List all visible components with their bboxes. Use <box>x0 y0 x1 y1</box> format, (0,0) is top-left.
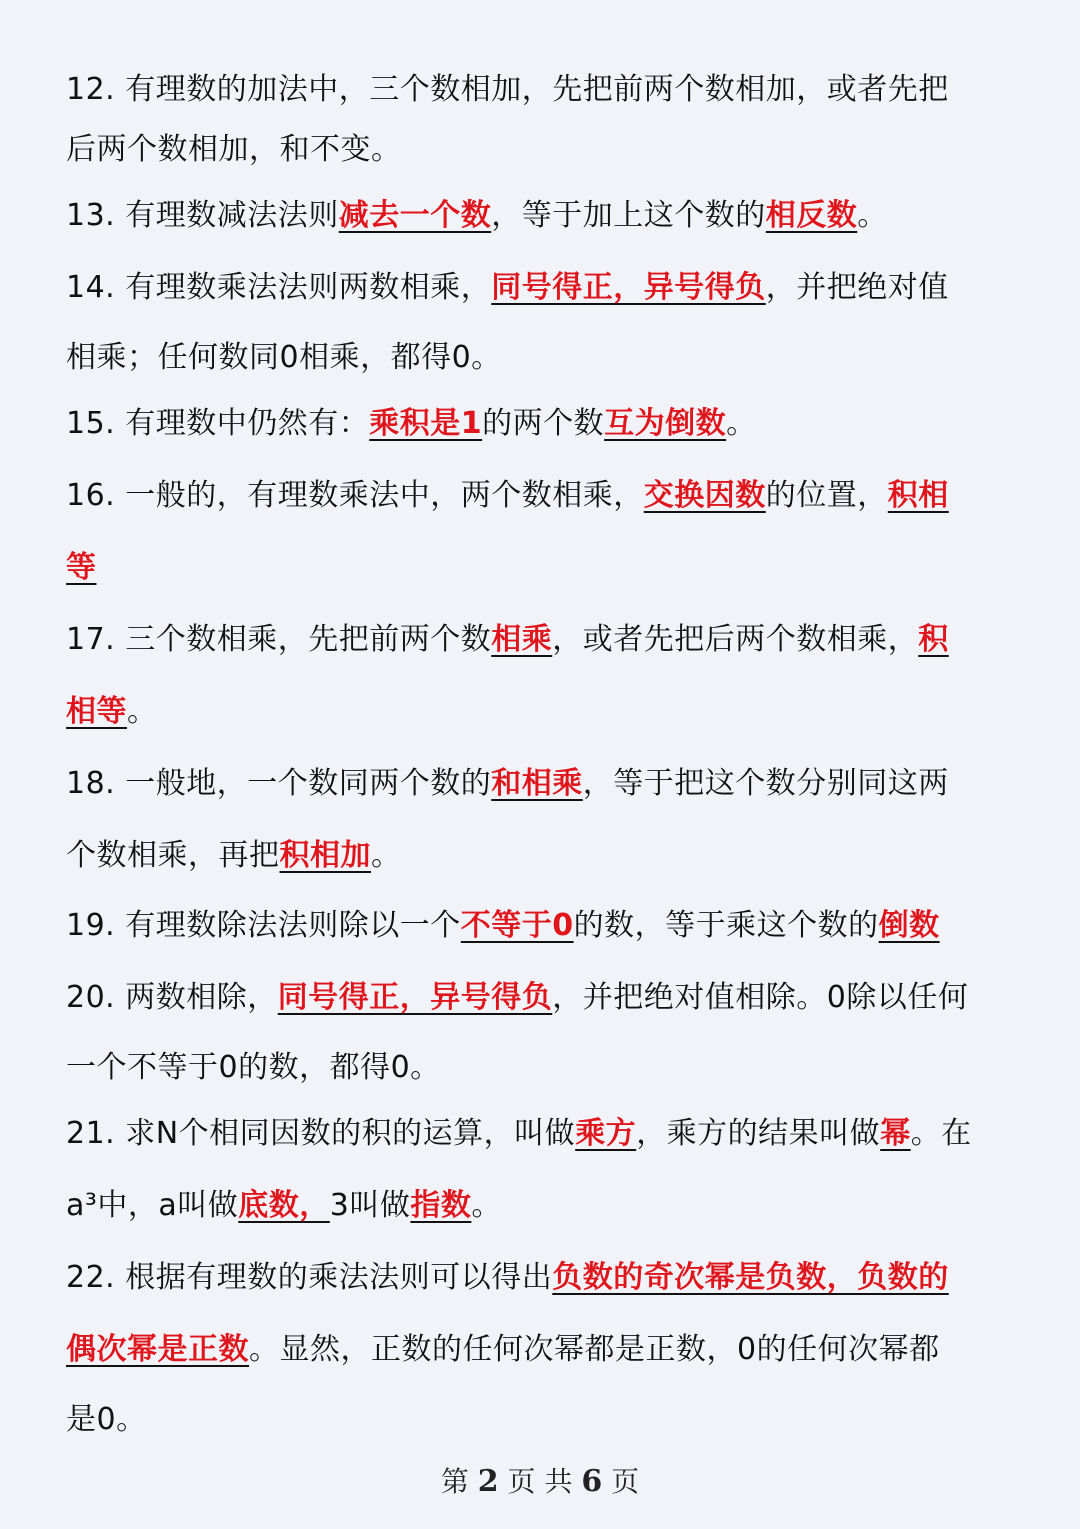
highlighted-term: 幂 <box>880 1116 911 1151</box>
highlighted-term: 相反数 <box>765 198 858 233</box>
text-line <box>66 836 1040 876</box>
highlighted-term: 偶次幂是正数 <box>66 1332 249 1367</box>
text-line <box>66 196 1040 236</box>
highlighted-term: 乘积是1 <box>369 406 483 441</box>
text-segment: 的位置， <box>765 478 888 513</box>
text-line <box>66 70 1040 110</box>
text-segment: 18. 一般地，一个数同两个数的 <box>66 766 492 801</box>
highlighted-term: 负数的奇次幂是负数，负数的 <box>552 1260 949 1295</box>
text-segment: 15. 有理数中仍然有： <box>66 406 370 441</box>
footer-suffix: 页 <box>611 1465 640 1498</box>
text-line <box>66 1186 1040 1226</box>
text-line <box>66 130 1040 170</box>
text-segment: 20. 两数相除， <box>66 980 278 1015</box>
text-segment: 的两个数 <box>482 406 605 441</box>
highlighted-term: 相等 <box>66 694 127 729</box>
text-segment: ，或者先把后两个数相乘， <box>552 622 919 657</box>
highlighted-term: 互为倒数 <box>604 406 727 441</box>
page-footer <box>0 1462 1080 1502</box>
text-segment: 个数相乘，再把 <box>66 838 280 873</box>
text-segment: 。 <box>726 406 757 441</box>
text-line <box>66 620 1040 660</box>
text-line <box>66 906 1040 946</box>
text-segment: 相乘；任何数同0相乘，都得0。 <box>66 340 502 375</box>
text-segment: 16. 一般的，有理数乘法中，两个数相乘， <box>66 478 644 513</box>
text-line <box>66 764 1040 804</box>
text-segment: ，并把绝对值 <box>765 270 949 305</box>
highlighted-term: 和相乘 <box>491 766 583 801</box>
highlighted-term: 交换因数 <box>643 478 766 513</box>
text-segment: 后两个数相加，和不变。 <box>66 132 402 167</box>
text-segment: a³中，a叫做 <box>66 1188 239 1223</box>
text-line <box>66 692 1040 732</box>
text-segment: ，乘方的结果叫做 <box>636 1116 881 1151</box>
text-segment: ，并把绝对值相除。0除以任何 <box>552 980 969 1015</box>
text-segment: 是0。 <box>66 1402 147 1437</box>
footer-prefix: 第 <box>440 1465 469 1498</box>
text-line <box>66 404 1040 444</box>
text-segment: 13. 有理数减法法则 <box>66 198 339 233</box>
text-segment: 17. 三个数相乘，先把前两个数 <box>66 622 492 657</box>
highlighted-term: 相乘 <box>491 622 553 657</box>
highlighted-term: 减去一个数 <box>338 198 492 233</box>
text-segment: 。 <box>471 1188 502 1223</box>
highlighted-term: 积相 <box>887 478 949 513</box>
text-segment: 。 <box>857 198 888 233</box>
highlighted-term: 积 <box>918 622 949 657</box>
highlighted-term: 指数 <box>410 1188 472 1223</box>
text-segment: 的数，等于乘这个数的 <box>573 908 879 943</box>
highlighted-term: 积相加 <box>279 838 371 873</box>
text-segment: 3叫做 <box>329 1188 411 1223</box>
text-line <box>66 1048 1040 1088</box>
highlighted-term: 同号得正，异号得负 <box>491 270 766 305</box>
text-segment: ，等于把这个数分别同这两 <box>582 766 949 801</box>
current-page-number: 2 <box>477 1464 499 1499</box>
highlighted-term: 同号得正，异号得负 <box>277 980 553 1015</box>
text-segment: 。显然，正数的任何次幂都是正数，0的任何次幂都 <box>249 1332 940 1367</box>
footer-middle: 页 共 <box>507 1465 573 1498</box>
text-line <box>66 268 1040 308</box>
total-pages-number: 6 <box>581 1464 603 1499</box>
highlighted-term: 乘方 <box>575 1116 637 1151</box>
highlighted-term: 底数， <box>238 1188 330 1223</box>
text-segment: 12. 有理数的加法中，三个数相加，先把前两个数相加，或者先把 <box>66 72 949 107</box>
text-line <box>66 476 1040 516</box>
highlighted-term: 等 <box>66 550 97 585</box>
text-segment: 。 <box>371 838 402 873</box>
highlighted-term: 不等于0 <box>460 908 574 943</box>
text-segment: 14. 有理数乘法法则两数相乘， <box>66 270 492 305</box>
text-segment: 。 <box>127 694 158 729</box>
text-segment: 19. 有理数除法法则除以一个 <box>66 908 461 943</box>
text-segment: 。在 <box>910 1116 972 1151</box>
text-segment: 一个不等于0的数，都得0。 <box>66 1050 441 1085</box>
highlighted-term: 倒数 <box>878 908 940 943</box>
text-line <box>66 338 1040 378</box>
text-segment: 22. 根据有理数的乘法法则可以得出 <box>66 1260 553 1295</box>
text-segment: 21. 求N个相同因数的积的运算，叫做 <box>66 1116 576 1151</box>
text-line <box>66 1400 1040 1440</box>
text-line <box>66 1330 1040 1370</box>
text-line <box>66 548 1040 588</box>
text-line <box>66 978 1040 1018</box>
text-line <box>66 1258 1040 1298</box>
text-segment: ，等于加上这个数的 <box>491 198 766 233</box>
text-line <box>66 1114 1040 1154</box>
